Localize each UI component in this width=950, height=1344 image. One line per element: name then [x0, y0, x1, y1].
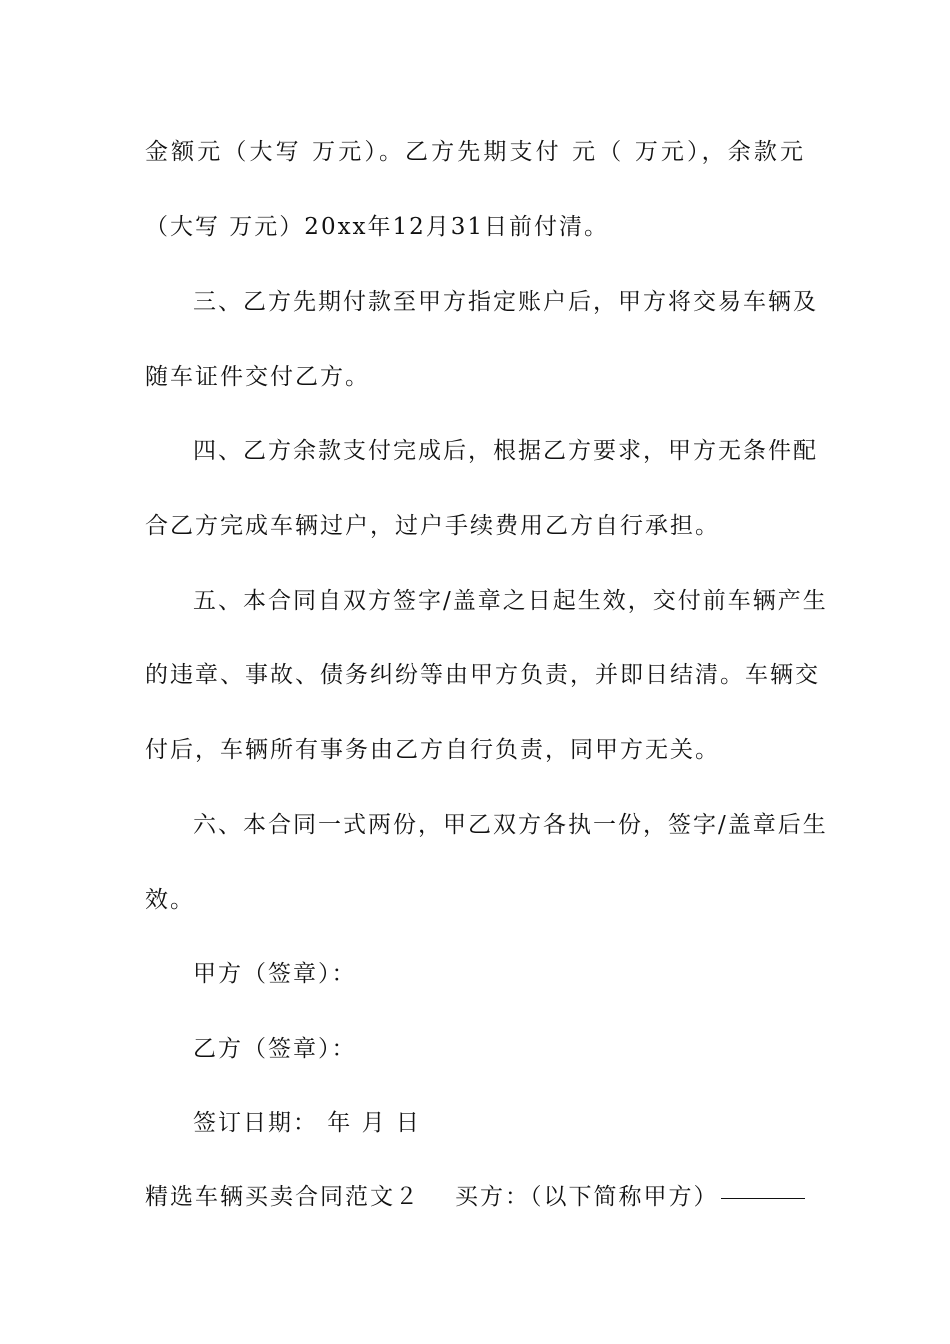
clause-four-line-2: 合乙方完成车辆过户，过户手续费用乙方自行承担。	[145, 513, 720, 539]
clause-three-line-1: 三、乙方先期付款至甲方指定账户后，甲方将交易车辆及	[193, 289, 818, 315]
paragraph-line-1: 金额元（大写 万元）。乙方先期支付 元（ 万元），余款元	[145, 139, 805, 165]
signing-date: 签订日期： 年 月 日	[193, 1110, 421, 1136]
paragraph-line-2: （大写 万元）20xx年12月31日前付清。	[145, 214, 610, 240]
buyer-label: 买方：（以下简称甲方）	[455, 1184, 719, 1210]
clause-four-line-1: 四、乙方余款支付完成后，根据乙方要求，甲方无条件配	[193, 438, 818, 464]
buyer-blank-underline	[721, 1198, 805, 1199]
clause-three-line-2: 随车证件交付乙方。	[145, 364, 370, 390]
buyer-label-line	[455, 1182, 805, 1212]
party-b-signature: 乙方（签章）：	[193, 1036, 357, 1062]
clause-six-line-1: 六、本合同一式两份，甲乙双方各执一份，签字/盖章后生	[193, 812, 828, 838]
clause-six-line-2: 效。	[145, 887, 195, 913]
clause-five-line-3: 付后，车辆所有事务由乙方自行负责，同甲方无关。	[145, 737, 720, 763]
clause-five-line-1: 五、本合同自双方签字/盖章之日起生效，交付前车辆产生	[193, 588, 828, 614]
clause-five-line-2: 的违章、事故、债务纠纷等由甲方负责，并即日结清。车辆交	[145, 662, 820, 688]
next-contract-title: 精选车辆买卖合同范文２	[145, 1184, 420, 1210]
party-a-signature: 甲方（签章）：	[193, 961, 357, 987]
